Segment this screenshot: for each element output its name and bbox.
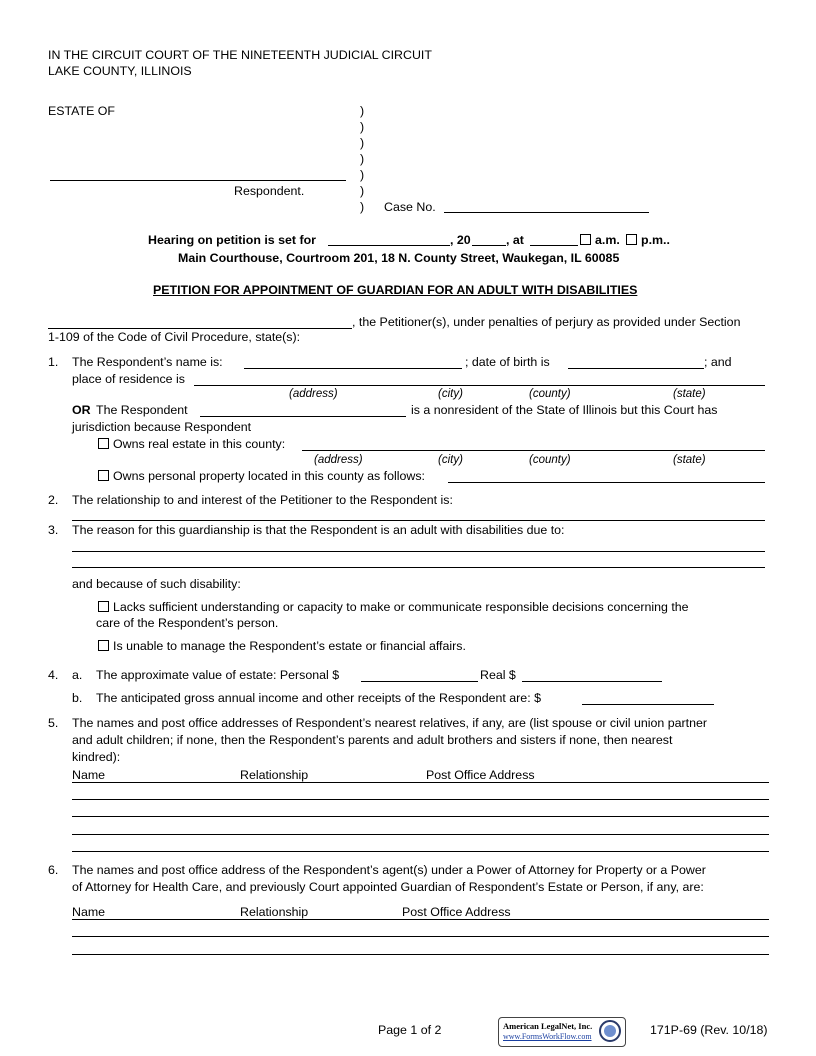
state-caption: (state) — [673, 388, 706, 400]
logo-url[interactable]: www.FormsWorkFlow.com — [503, 1032, 592, 1041]
relatives-row-line[interactable] — [72, 851, 769, 852]
american-legalnet-logo[interactable] — [498, 1017, 626, 1047]
city-caption: (city) — [438, 454, 463, 466]
agents-text-2: of Attorney for Health Care, and previously Court appointed Guardian of Respondent’s Estate or Person, if any, are: — [72, 880, 704, 894]
lacks-understanding-cont: care of the Respondent’s person. — [96, 616, 279, 630]
city-caption: (city) — [438, 388, 463, 400]
pm-checkbox[interactable] — [626, 234, 637, 245]
dob-label: ; date of birth is — [465, 355, 550, 369]
item-number: 4. — [48, 668, 59, 682]
dob-field[interactable] — [568, 368, 704, 369]
item-number: 1. — [48, 355, 59, 369]
nonresident-name-field[interactable] — [200, 416, 406, 417]
address-caption: (address) — [314, 454, 363, 466]
page-number: Page 1 of 2 — [378, 1023, 442, 1037]
personal-property-option[interactable]: Owns personal property located in this county as follows: — [98, 469, 425, 484]
item-number: 3. — [48, 523, 59, 537]
address-caption: (address) — [289, 388, 338, 400]
estate-of-label: ESTATE OF — [48, 104, 116, 118]
relatives-text-2: and adult children; if none, then the Respondent’s parents and adult brothers and sisters if none, then nearest — [72, 733, 673, 747]
jurisdiction-label: jurisdiction because Respondent — [72, 420, 252, 434]
agents-text-1: The names and post office address of the Respondent’s agent(s) under a Power of Attorney for Property or a Power — [72, 863, 706, 877]
agents-row-line[interactable] — [72, 954, 769, 955]
relationship-label: The relationship to and interest of the Petitioner to the Respondent is: — [72, 493, 453, 507]
unable-manage-checkbox[interactable] — [98, 640, 109, 651]
hearing-label: Hearing on petition is set for — [148, 233, 316, 247]
item-number: 6. — [48, 863, 59, 877]
relatives-text-3: kindred): — [72, 750, 121, 764]
county-caption: (county) — [529, 454, 571, 466]
case-no-label: Case No. — [384, 200, 436, 214]
col-address-header: Post Office Address — [402, 905, 511, 919]
personal-property-checkbox[interactable] — [98, 470, 109, 481]
reason-field-2[interactable] — [72, 567, 765, 568]
nonresident-label-1: The Respondent — [96, 403, 188, 417]
relatives-row-line[interactable] — [72, 834, 769, 835]
respondent-name-line[interactable] — [50, 180, 346, 181]
caption-paren: ) — [360, 152, 365, 166]
real-estate-field[interactable] — [302, 450, 765, 451]
and-label: ; and — [704, 355, 732, 369]
form-number: 171P-69 (Rev. 10/18) — [650, 1023, 768, 1037]
agents-row-line[interactable] — [72, 919, 769, 920]
am-checkbox[interactable] — [580, 234, 591, 245]
personal-property-field[interactable] — [448, 482, 765, 483]
real-estate-option[interactable]: Owns real estate in this county: — [98, 437, 285, 452]
real-estate-checkbox[interactable] — [98, 438, 109, 449]
sub-b-label: b. — [72, 691, 83, 705]
reason-label: The reason for this guardianship is that the Respondent is an adult with disabilities due to: — [72, 523, 565, 537]
form-title: PETITION FOR APPOINTMENT OF GUARDIAN FOR AN ADULT WITH DISABILITIES — [153, 283, 638, 297]
respondent-name-field[interactable] — [244, 368, 462, 369]
caption-paren: ) — [360, 200, 365, 214]
estate-value-label: The approximate value of estate: Personal $ — [96, 668, 340, 682]
residence-field[interactable] — [194, 385, 765, 386]
lacks-understanding-checkbox[interactable] — [98, 601, 109, 612]
relatives-row-line[interactable] — [72, 799, 769, 800]
item-number: 2. — [48, 493, 59, 507]
caption-paren: ) — [360, 120, 365, 134]
relatives-row-line[interactable] — [72, 782, 769, 783]
hearing-year-label: , 20 — [450, 233, 471, 247]
petitioner-name-field[interactable] — [48, 328, 352, 329]
col-name-header: Name — [72, 768, 106, 782]
logo-name: American LegalNet, Inc. — [503, 1021, 593, 1031]
reason-field-1[interactable] — [72, 551, 765, 552]
court-name: IN THE CIRCUIT COURT OF THE NINETEENTH JUDICIAL CIRCUIT — [48, 48, 432, 62]
sub-a-label: a. — [72, 668, 83, 682]
hearing-time-field[interactable] — [530, 245, 578, 246]
relatives-text-1: The names and post office addresses of Respondent’s nearest relatives, if any, are (list spouse or civil union partner — [72, 716, 708, 730]
unable-manage-option[interactable]: Is unable to manage the Respondent’s estate or financial affairs. — [98, 639, 466, 654]
caption-paren: ) — [360, 136, 365, 150]
hearing-pm-option[interactable]: p.m.. — [626, 233, 670, 248]
caption-paren: ) — [360, 184, 365, 198]
state-caption: (state) — [673, 454, 706, 466]
county-caption: (county) — [529, 388, 571, 400]
or-label: OR — [72, 403, 91, 417]
relationship-field[interactable] — [72, 520, 765, 521]
logo-globe-icon — [604, 1025, 616, 1037]
case-no-field[interactable] — [444, 212, 649, 213]
nonresident-label-2: is a nonresident of the State of Illinois but this Court has — [411, 403, 718, 417]
personal-value-field[interactable] — [361, 681, 478, 682]
hearing-am-option[interactable]: a.m. — [580, 233, 620, 248]
courthouse-location: Main Courthouse, Courtroom 201, 18 N. County Street, Waukegan, IL 60085 — [178, 251, 620, 265]
county-name: LAKE COUNTY, ILLINOIS — [48, 64, 192, 78]
col-address-header: Post Office Address — [426, 768, 535, 782]
intro-text-2: 1-109 of the Code of Civil Procedure, state(s): — [48, 330, 301, 344]
hearing-year-field[interactable] — [472, 245, 506, 246]
hearing-date-field[interactable] — [328, 245, 450, 246]
agents-row-line[interactable] — [72, 936, 769, 937]
because-label: and because of such disability: — [72, 577, 241, 591]
col-name-header: Name — [72, 905, 106, 919]
caption-paren: ) — [360, 168, 365, 182]
relatives-row-line[interactable] — [72, 816, 769, 817]
item-number: 5. — [48, 716, 59, 730]
real-value-field[interactable] — [522, 681, 662, 682]
respondent-name-label: The Respondent’s name is: — [72, 355, 223, 369]
respondent-label: Respondent. — [234, 184, 305, 198]
hearing-at-label: , at — [506, 233, 524, 247]
income-field[interactable] — [582, 704, 714, 705]
lacks-understanding-option[interactable]: Lacks sufficient understanding or capacity to make or communicate responsible decisions concerning the — [98, 600, 689, 615]
caption-paren: ) — [360, 104, 365, 118]
real-value-label: Real $ — [480, 668, 516, 682]
intro-text-1: , the Petitioner(s), under penalties of perjury as provided under Section — [352, 315, 741, 329]
col-relationship-header: Relationship — [240, 905, 309, 919]
income-label: The anticipated gross annual income and other receipts of the Respondent are: $ — [96, 691, 541, 705]
residence-label: place of residence is — [72, 372, 185, 386]
col-relationship-header: Relationship — [240, 768, 309, 782]
